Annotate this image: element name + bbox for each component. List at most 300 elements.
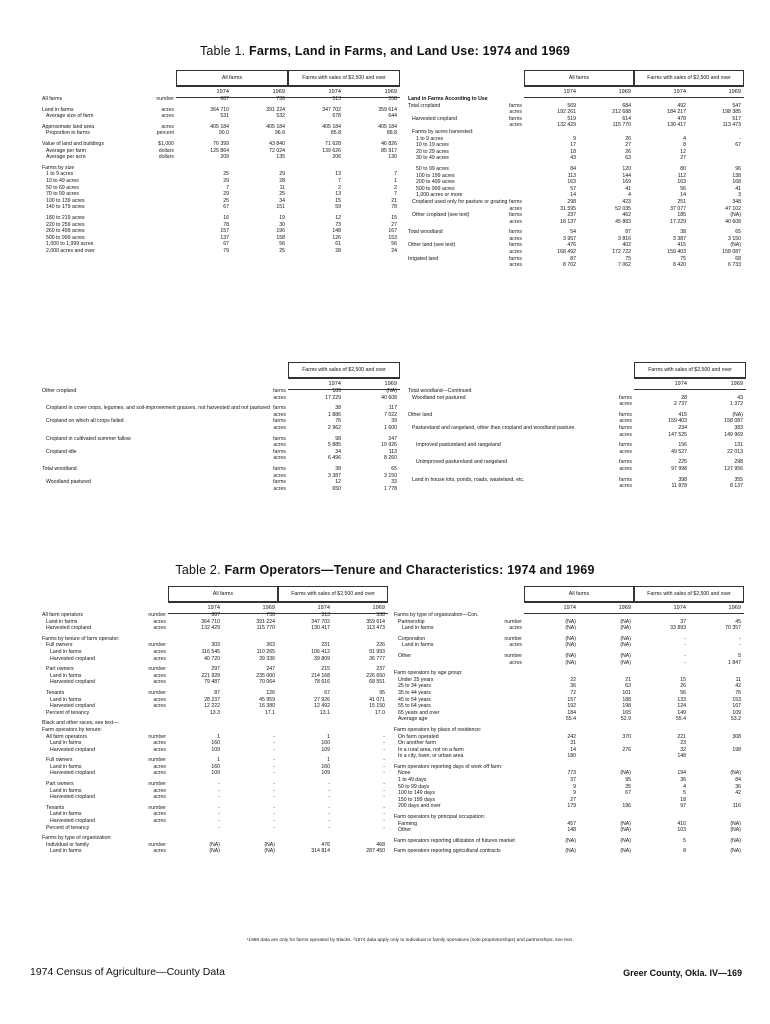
row-value: 55.4	[675, 716, 686, 723]
lower-table-header	[288, 362, 400, 388]
year-header-row	[524, 602, 744, 614]
row-value: 47 102	[725, 205, 741, 212]
row-label	[406, 418, 596, 425]
row-value: 148	[567, 827, 576, 834]
row-value: 168 492	[557, 249, 576, 256]
row-value: 54	[570, 229, 576, 236]
year-header-row	[176, 86, 400, 98]
row-value	[278, 720, 333, 727]
row-label: Farms by tenure of farm operator:	[42, 635, 120, 642]
row-unit: percent	[156, 130, 174, 137]
row-unit: farms	[619, 459, 632, 466]
table-header	[176, 70, 400, 96]
row-value: 97	[680, 803, 686, 810]
row-value: (NA)	[620, 618, 631, 625]
table-row	[406, 236, 746, 243]
table-row	[392, 803, 744, 810]
table-row	[392, 710, 744, 717]
row-value: 11	[735, 676, 741, 683]
row-label: Part owners	[46, 666, 74, 673]
row-value: 237	[567, 212, 576, 219]
row-value: 33	[391, 479, 397, 486]
row-label: Pastureland and rangeland, other than cropland and woodland pasture	[412, 424, 575, 431]
row-value: -	[383, 781, 385, 788]
row-value: 19 926	[381, 442, 397, 449]
row-value: 172 722	[612, 249, 631, 256]
row-value: 276	[622, 746, 631, 753]
table-row	[40, 228, 400, 235]
row-value: -	[273, 787, 275, 794]
row-value: 132 429	[557, 122, 576, 129]
row-unit: farms	[273, 465, 286, 472]
table-row	[40, 455, 400, 462]
row-value	[689, 764, 744, 771]
row-value: 17 229	[670, 218, 686, 225]
row-unit	[150, 198, 176, 205]
row-value: 45 883	[615, 218, 631, 225]
row-value: 12	[335, 479, 341, 486]
row-value: 5	[683, 837, 686, 844]
row-unit	[496, 703, 524, 710]
row-value: 1 600	[384, 424, 397, 431]
row-value: 179	[567, 803, 576, 810]
row-unit: acres	[273, 455, 286, 462]
row-value: 17.1	[264, 709, 275, 716]
row-value	[333, 720, 388, 727]
table-row	[40, 191, 400, 198]
row-value: 298	[567, 198, 576, 205]
row-value: 5	[738, 652, 741, 659]
row-value: (NA)	[565, 625, 576, 632]
row-value: 513	[321, 612, 330, 618]
table1-right-block	[406, 70, 746, 269]
row-label: Land in farms	[50, 787, 82, 794]
row-value: -	[383, 787, 385, 794]
table-row	[40, 703, 388, 710]
row-unit	[496, 677, 524, 684]
row-label: Cropland in cover crops, legumes, and soil-improvement grasses, not harvested and not pastured	[46, 405, 271, 412]
row-label: Irrigated land	[408, 255, 439, 262]
table-row	[40, 198, 400, 205]
row-value: 184 217	[667, 109, 686, 116]
row-value: 188	[622, 696, 631, 703]
row-unit: number	[148, 612, 166, 618]
row-label: Harvested cropland	[50, 655, 95, 662]
row-label: 1,000 acres or more	[416, 192, 463, 199]
header-farms-with-sales: Farms with sales of $2,500 and over	[634, 362, 746, 378]
row-value: 163	[677, 179, 686, 186]
row-value: 405 184	[266, 123, 285, 130]
table-row	[40, 720, 388, 727]
row-label: Total woodland	[42, 465, 77, 472]
table-row	[40, 215, 400, 222]
table-row	[392, 777, 744, 784]
row-value: 158	[276, 234, 285, 241]
row-value: 347 702	[311, 618, 330, 625]
row-value: 7	[394, 191, 397, 198]
table-row	[40, 425, 400, 432]
table-row	[40, 241, 400, 248]
year-1974: 1974	[207, 604, 220, 611]
table-row	[392, 827, 744, 834]
row-label: Cropland used only for pasture or grazing	[412, 198, 508, 205]
row-unit: acres	[273, 442, 286, 449]
row-label	[406, 466, 596, 473]
row-unit: farms	[509, 115, 522, 122]
row-value: 25	[223, 171, 229, 178]
row-value: 115 770	[256, 625, 275, 632]
table-row	[406, 401, 746, 408]
table-row	[40, 656, 388, 663]
table1-left-lower-block	[40, 362, 400, 492]
row-label	[392, 660, 496, 667]
row-value: 56	[279, 241, 285, 248]
row-value: 116 545	[201, 648, 220, 655]
row-value: (NA)	[264, 848, 275, 855]
row-value: (NA)	[730, 827, 741, 834]
row-value: 79 487	[204, 679, 220, 686]
table-row	[40, 124, 400, 131]
row-label: Farm operators by place of residence:	[394, 726, 482, 733]
header-all-farms: All farms	[524, 70, 634, 86]
row-value: 235 000	[256, 672, 275, 679]
row-value: 27	[391, 221, 397, 228]
row-value: 36	[570, 683, 576, 690]
row-value: 25	[223, 197, 229, 204]
row-value: 63	[625, 683, 631, 690]
row-value: 109	[211, 770, 220, 777]
row-value: 303	[211, 642, 220, 649]
row-value: 87	[570, 255, 576, 262]
table-row	[392, 753, 744, 760]
row-value: 63	[625, 155, 631, 162]
table-header	[168, 586, 388, 612]
header-farms-with-sales: Farms with sales of $2,500 and over	[278, 586, 388, 602]
row-value	[168, 727, 223, 734]
row-value: (NA)	[565, 635, 576, 642]
table-row	[406, 116, 746, 123]
row-value: (NA)	[565, 618, 576, 625]
row-value: 1 372	[730, 401, 743, 408]
table-row	[406, 459, 746, 466]
row-label	[406, 449, 596, 456]
row-unit: acres	[153, 848, 166, 855]
row-label	[406, 109, 498, 116]
row-value: 363	[266, 642, 275, 649]
row-value: 1	[394, 177, 397, 184]
row-unit: farms	[509, 212, 522, 219]
row-label: Average age	[398, 716, 428, 723]
row-value: 212 688	[612, 109, 631, 116]
row-label: 100 to 149 days	[398, 790, 435, 797]
row-label: Value of land and buildings	[42, 140, 104, 147]
row-value	[579, 670, 634, 677]
row-value: (NA)	[620, 837, 631, 844]
row-value: 158 087	[722, 249, 741, 256]
row-value	[333, 835, 388, 842]
row-label: Tenants	[46, 689, 65, 696]
row-value: (NA)	[209, 841, 220, 848]
row-value: -	[218, 824, 220, 831]
row-value: 56	[391, 241, 397, 248]
row-value: 135	[276, 154, 285, 161]
row-value	[579, 129, 634, 136]
row-value: 70 064	[259, 679, 275, 686]
row-unit	[496, 848, 524, 855]
row-value: 52 035	[615, 205, 631, 212]
row-label: 220 to 259 acres	[46, 221, 85, 228]
row-unit	[496, 697, 524, 704]
table-row	[392, 703, 744, 710]
row-value: 160	[321, 740, 330, 747]
row-value: 124	[677, 703, 686, 710]
row-unit: farms	[619, 442, 632, 449]
row-value: 76	[335, 418, 341, 425]
row-value: 113	[567, 172, 576, 179]
row-label	[406, 249, 498, 256]
row-value: (NA)	[209, 848, 220, 855]
row-unit: acres	[153, 746, 166, 753]
table-row	[392, 653, 744, 660]
row-label: Harvested cropland	[50, 746, 95, 753]
table-row	[392, 625, 744, 632]
row-value: 6 496	[328, 455, 341, 462]
table-row	[392, 660, 744, 667]
row-value: 18 137	[560, 218, 576, 225]
table-row	[406, 477, 746, 484]
year-1974: 1974	[674, 380, 687, 387]
table2-left-block	[40, 586, 388, 855]
row-value: 247	[266, 666, 275, 673]
row-label	[40, 486, 250, 493]
row-value: -	[739, 642, 741, 649]
row-value: (NA)	[620, 635, 631, 642]
row-unit: acres	[153, 818, 166, 825]
row-value: 2	[338, 184, 341, 191]
row-value: -	[383, 794, 385, 801]
row-unit: dollars	[158, 154, 174, 161]
lower-table-header	[634, 362, 746, 388]
row-value: 39	[391, 418, 397, 425]
row-value: 113 473	[366, 625, 385, 632]
row-value: 215	[321, 666, 330, 673]
row-value: -	[218, 787, 220, 794]
row-unit	[496, 838, 524, 845]
row-unit: acres	[619, 448, 632, 455]
row-label: 150 to 199 days	[398, 796, 435, 803]
row-unit: acres	[153, 672, 166, 679]
row-value: 32	[680, 746, 686, 753]
row-value: 132 429	[201, 625, 220, 632]
row-unit: farms	[619, 411, 632, 418]
row-value: 297	[211, 666, 220, 673]
row-value	[689, 797, 744, 804]
row-unit	[150, 178, 176, 185]
row-value: 221	[677, 733, 686, 740]
row-value: 56	[680, 185, 686, 192]
table-row	[392, 642, 744, 649]
row-label: All farm operators	[46, 733, 87, 740]
row-value: 8 420	[673, 262, 686, 269]
row-label: Land in farms	[50, 811, 82, 818]
row-value: 462	[622, 212, 631, 219]
row-value: 75	[680, 255, 686, 262]
year-1974: 1974	[328, 380, 341, 387]
row-value: 15 150	[369, 703, 385, 710]
row-value	[524, 129, 579, 136]
row-value: 148	[332, 228, 341, 235]
row-value: 3 150	[384, 472, 397, 479]
row-label: 100 to 139 acres	[46, 197, 85, 204]
row-value: 156	[678, 442, 687, 449]
row-value: (NA)	[620, 652, 631, 659]
row-unit	[496, 770, 524, 777]
row-value: 98	[335, 435, 341, 442]
table-row	[40, 466, 400, 473]
row-value: 68	[735, 255, 741, 262]
row-value: 347 702	[322, 106, 341, 113]
row-unit: farms	[509, 102, 522, 109]
row-value	[579, 727, 634, 734]
table2-title-main: Farm Operators—Tenure and Characteristics: 1974 and 1969	[224, 563, 595, 577]
row-value: 23	[680, 740, 686, 747]
row-value: 21	[391, 197, 397, 204]
row-unit: number	[148, 689, 166, 696]
table-row	[40, 436, 400, 443]
row-label: Farms by type of organization:	[42, 835, 112, 842]
row-value: 153	[388, 234, 397, 241]
row-value: 34	[335, 448, 341, 455]
row-value: 198	[732, 746, 741, 753]
row-unit: number	[148, 666, 166, 673]
row-unit: acres	[153, 763, 166, 770]
row-unit	[496, 764, 524, 771]
row-value: 644	[388, 113, 397, 120]
row-value: 221 928	[201, 672, 220, 679]
row-value: 112	[677, 172, 686, 179]
row-value: 72	[570, 689, 576, 696]
row-value: 532	[276, 113, 285, 120]
row-value: 287 450	[366, 848, 385, 855]
table2-footnote: ¹1969 data are only for farms operated by Blacks. ²1974 data apply only to individual or family operations (sole proprietorships) and partnerships; see text.	[246, 938, 574, 943]
row-value: 180	[567, 753, 576, 760]
row-label	[406, 236, 498, 243]
table-row	[406, 129, 746, 136]
row-unit: acres	[509, 642, 522, 649]
row-value: 1 778	[384, 485, 397, 492]
table-row	[40, 418, 400, 425]
table-row	[406, 186, 746, 193]
row-label: Other cropland	[42, 388, 77, 394]
row-value: 415	[677, 242, 686, 249]
row-value: 27 926	[314, 696, 330, 703]
row-value: -	[273, 770, 275, 777]
row-unit: number	[148, 757, 166, 764]
row-value: -	[273, 804, 275, 811]
row-label: Harvested cropland	[412, 115, 457, 122]
row-value: 26	[625, 135, 631, 142]
table-row	[40, 619, 388, 626]
row-unit: acres	[153, 740, 166, 747]
row-value: -	[383, 804, 385, 811]
row-value: 46 826	[381, 140, 397, 147]
table-row	[40, 734, 388, 741]
row-value: 8	[683, 142, 686, 149]
row-value: 138	[732, 172, 741, 179]
table1-title-lead: Table 1.	[199, 44, 246, 58]
row-value: (NA)	[730, 837, 741, 844]
row-label: Harvested cropland	[50, 770, 95, 777]
row-label: Land in farms	[50, 848, 82, 855]
table-row	[406, 242, 746, 249]
row-label: Woodland not pastured	[412, 394, 466, 401]
row-value: -	[273, 740, 275, 747]
row-value: 736	[266, 612, 275, 618]
row-value: 90.0	[218, 130, 229, 137]
row-value: 684	[622, 102, 631, 109]
table-row	[40, 818, 388, 825]
row-unit: acres	[509, 262, 522, 269]
table-row	[392, 764, 744, 771]
row-unit: acres	[619, 401, 632, 408]
table-row	[392, 636, 744, 643]
row-value: 3 957	[563, 235, 576, 242]
row-value: 1	[217, 733, 220, 740]
row-label: Percent of tenancy	[46, 824, 90, 831]
row-label: Land in farms	[402, 642, 434, 649]
row-label: 180 to 219 acres	[46, 214, 85, 221]
row-value: (NA)	[565, 848, 576, 855]
row-value: 85 917	[381, 147, 397, 154]
row-value	[333, 636, 388, 643]
row-value: -	[218, 781, 220, 788]
row-value: 160	[211, 763, 220, 770]
row-value: 364 710	[201, 618, 220, 625]
row-value: 159 403	[668, 418, 687, 425]
row-value: 40 608	[381, 394, 397, 401]
row-label: Improved pastureland and rangeland	[416, 442, 501, 449]
row-value: 18	[570, 148, 576, 155]
table-row	[40, 794, 388, 801]
row-value: 65	[735, 229, 741, 236]
row-value: 109	[211, 746, 220, 753]
row-value: 3 150	[728, 235, 741, 242]
row-value: 38	[335, 465, 341, 472]
row-value: 736	[276, 96, 285, 102]
row-value: 78	[391, 204, 397, 211]
row-label: 30 to 49 acres	[416, 155, 449, 162]
row-unit: farms	[273, 479, 286, 486]
row-unit	[150, 241, 176, 248]
row-unit: farms	[509, 242, 522, 249]
row-value: 39 336	[259, 655, 275, 662]
row-value: 2 962	[328, 424, 341, 431]
row-label: Cropland idle	[46, 448, 77, 455]
row-unit	[498, 186, 524, 193]
row-unit: number	[148, 804, 166, 811]
row-unit	[498, 179, 524, 186]
row-unit	[496, 670, 524, 677]
table1-title-main: Farms, Land in Farms, and Land Use: 1974 and 1969	[249, 44, 571, 58]
row-label	[40, 425, 250, 432]
row-value: 16 380	[259, 703, 275, 710]
table-row	[406, 219, 746, 226]
row-label	[406, 483, 596, 490]
row-value: 72 024	[269, 147, 285, 154]
row-label	[406, 432, 596, 439]
row-value: 67	[223, 204, 229, 211]
row-value: 359 614	[378, 106, 397, 113]
